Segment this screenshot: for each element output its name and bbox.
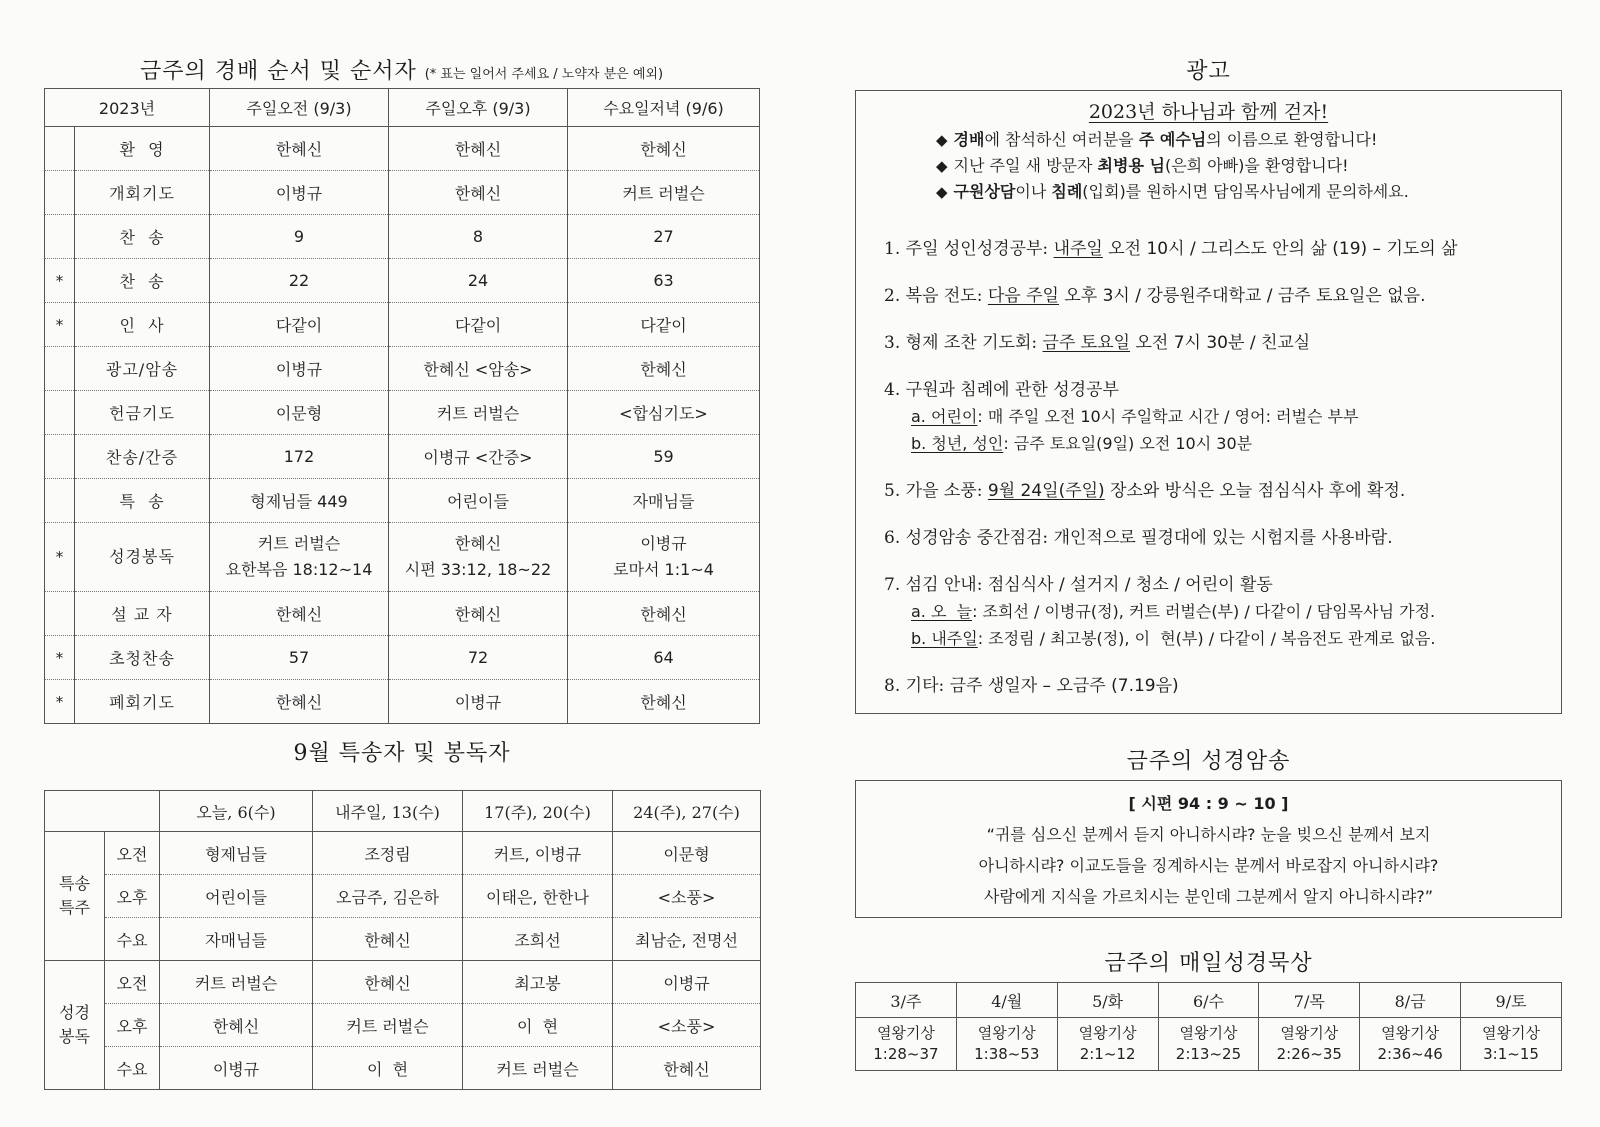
role-cell: 폐회기도 (75, 680, 210, 724)
table-row (45, 680, 760, 724)
cell: 한혜신 (568, 592, 760, 636)
cell: 57 (210, 636, 389, 680)
scripture-ref: 요한복음 18:12~14 (225, 560, 373, 579)
reader-name: 한혜신 (454, 534, 502, 553)
cell: 이병규 (210, 347, 389, 391)
reader-name: 커트 러벌슨 (257, 534, 341, 553)
cell (389, 523, 568, 592)
september-schedule-table (44, 790, 761, 1090)
stand-marker (45, 347, 75, 391)
reading-cell: 열왕기상 1:28~37 (856, 1018, 957, 1071)
reading-cell: 열왕기상 3:1~15 (1461, 1018, 1562, 1071)
role-cell: 성경봉독 (75, 523, 210, 592)
stand-marker: * (45, 303, 75, 347)
cell: 다같이 (568, 303, 760, 347)
role-cell: 초청찬송 (75, 636, 210, 680)
cell: 이병규 <간증> (389, 435, 568, 479)
stand-marker: * (45, 523, 75, 592)
cell: 최남순, 전명선 (613, 918, 761, 961)
cell: 한혜신 (210, 127, 389, 171)
cell: 한혜신 (568, 347, 760, 391)
cell: 72 (389, 636, 568, 680)
column-header (45, 791, 160, 832)
day-header: 8/금 (1360, 983, 1461, 1018)
verse-line: “귀를 심으신 분께서 듣지 아니하시랴? 눈을 빚으신 분께서 보지 (986, 825, 1431, 844)
worship-order-table (44, 88, 760, 724)
column-header: 주일오전 (9/3) (210, 89, 389, 127)
day-header: 4/월 (956, 983, 1057, 1018)
table-row (45, 1004, 761, 1047)
day-header: 3/주 (856, 983, 957, 1018)
announcements-title: 광고 (1186, 59, 1231, 84)
stand-marker: * (45, 259, 75, 303)
cell: 커트 러벌슨 (568, 171, 760, 215)
table-row (45, 961, 761, 1004)
stand-marker (45, 171, 75, 215)
role-cell: 특 송 (75, 479, 210, 523)
stand-marker (45, 215, 75, 259)
day-header: 5/화 (1057, 983, 1158, 1018)
verse-line: 아니하시랴? 이교도들을 징계하시는 분께서 바로잡지 아니하시랴? (978, 856, 1439, 875)
verse-line: 사람에게 지식을 가르치시는 분인데 그분께서 알지 아니하시랴?” (983, 887, 1434, 906)
table-row (45, 918, 761, 961)
verse-reference: [ 시편 94 : 9 ~ 10 ] (1128, 794, 1289, 813)
slot-label: 오후 (105, 875, 160, 918)
reading-cell: 열왕기상 2:26~35 (1259, 1018, 1360, 1071)
cell: 형제님들 449 (210, 479, 389, 523)
cell: 다같이 (210, 303, 389, 347)
cell: 커트, 이병규 (463, 832, 613, 875)
column-header: 내주일, 13(수) (313, 791, 463, 832)
column-header: 주일오후 (9/3) (389, 89, 568, 127)
announcement-item: 3. 형제 조찬 기도회: 금주 토요일 오전 7시 30분 / 친교실 (884, 333, 1311, 353)
reader-name: 이병규 (640, 534, 687, 553)
announcements-box (855, 90, 1562, 714)
memory-verse-box (855, 780, 1562, 918)
cell: 한혜신 (160, 1004, 313, 1047)
memory-verse-title: 금주의 성경암송 (1126, 749, 1291, 774)
cell: 24 (389, 259, 568, 303)
table-row (45, 347, 760, 391)
announcement-item: 1. 주일 성인성경공부: 내주일 오전 10시 / 그리스도 안의 삶 (19) – 기도의 삶 (884, 239, 1458, 259)
slot-label: 오후 (105, 1004, 160, 1047)
reading-cell: 열왕기상 2:13~25 (1158, 1018, 1259, 1071)
diamond-bullet-icon: ◆ (936, 131, 948, 149)
table-row (45, 523, 760, 592)
slot-label: 수요 (105, 918, 160, 961)
day-header: 9/토 (1461, 983, 1562, 1018)
reading-cell: 열왕기상 2:36~46 (1360, 1018, 1461, 1071)
table-header-row (45, 791, 761, 832)
role-cell: 찬 송 (75, 259, 210, 303)
table-row (45, 127, 760, 171)
cell: <합심기도> (568, 391, 760, 435)
stand-marker: * (45, 680, 75, 724)
table-row (45, 479, 760, 523)
role-cell: 광고/암송 (75, 347, 210, 391)
role-cell: 인 사 (75, 303, 210, 347)
stand-marker (45, 127, 75, 171)
role-cell: 개회기도 (75, 171, 210, 215)
column-header: 24(주), 27(수) (613, 791, 761, 832)
cell: 자매님들 (160, 918, 313, 961)
table-row (45, 875, 761, 918)
worship-order-note: (* 표는 일어서 주세요 / 노약자 분은 예외) (424, 67, 664, 82)
announcement-subitem: b. 내주일: 조정림 / 최고봉(정), 이 현(부) / 다같이 / 복음전도 관계로 없음. (911, 629, 1436, 648)
table-row (45, 303, 760, 347)
cell: <소풍> (613, 1004, 761, 1047)
cell: 커트 러벌슨 (160, 961, 313, 1004)
column-header: 2023년 (45, 89, 210, 127)
cell: 커트 러벌슨 (463, 1047, 613, 1090)
cell: 한혜신 (613, 1047, 761, 1090)
stand-marker: * (45, 636, 75, 680)
cell: 172 (210, 435, 389, 479)
cell: 어린이들 (389, 479, 568, 523)
announcement-subitem: a. 오 늘: 조희선 / 이병규(정), 커트 러벌슨(부) / 다같이 / 담임목사님 가정. (911, 602, 1436, 621)
cell: 이문형 (613, 832, 761, 875)
day-header: 6/수 (1158, 983, 1259, 1018)
cell: 63 (568, 259, 760, 303)
role-cell: 헌금기도 (75, 391, 210, 435)
announcement-subitem: a. 어린이: 매 주일 오전 10시 주일학교 시간 / 영어: 러벌슨 부부 (911, 407, 1359, 426)
cell: 이문형 (210, 391, 389, 435)
announcement-item: 5. 가을 소풍: 9월 24일(주일) 장소와 방식은 오늘 점심식사 후에 확정. (884, 481, 1406, 501)
cell: 최고봉 (463, 961, 613, 1004)
group-label-scripture-reading: 성경 봉독 (45, 961, 105, 1090)
announcements-headline: 2023년 하나님과 함께 걷자! (1088, 101, 1329, 123)
cell: 커트 러벌슨 (389, 391, 568, 435)
cell: 22 (210, 259, 389, 303)
cell: 형제님들 (160, 832, 313, 875)
cell (210, 523, 389, 592)
september-schedule-title: 9월 특송자 및 봉독자 (293, 741, 511, 766)
role-cell: 환 영 (75, 127, 210, 171)
cell: 59 (568, 435, 760, 479)
cell (568, 523, 760, 592)
cell: 한혜신 <암송> (389, 347, 568, 391)
reading-cell: 열왕기상 1:38~53 (956, 1018, 1057, 1071)
table-row (45, 1047, 761, 1090)
diamond-bullet-icon: ◆ (936, 157, 948, 175)
announcement-item: 2. 복음 전도: 다음 주일 오후 3시 / 강릉원주대학교 / 금주 토요일은 없음. (884, 286, 1426, 306)
cell: 커트 러벌슨 (313, 1004, 463, 1047)
role-cell: 찬송/간증 (75, 435, 210, 479)
slot-label: 오전 (105, 832, 160, 875)
cell: 한혜신 (389, 171, 568, 215)
cell: 64 (568, 636, 760, 680)
cell: 이병규 (160, 1047, 313, 1090)
welcome-line: ◆ 지난 주일 새 방문자 최병용 님(은희 아빠)을 환영합니다! (936, 156, 1349, 175)
cell: 조희선 (463, 918, 613, 961)
welcome-line: ◆ 경배에 참석하신 여러분을 주 예수님의 이름으로 환영합니다! (936, 130, 1378, 149)
cell: 조정림 (313, 832, 463, 875)
table-row (45, 832, 761, 875)
role-cell: 설 교 자 (75, 592, 210, 636)
cell: 8 (389, 215, 568, 259)
cell: 오금주, 김은하 (313, 875, 463, 918)
column-header: 수요일저녁 (9/6) (568, 89, 760, 127)
cell: 9 (210, 215, 389, 259)
cell: 한혜신 (313, 961, 463, 1004)
stand-marker (45, 592, 75, 636)
announcement-item: 6. 성경암송 중간점검: 개인적으로 필경대에 있는 시험지를 사용바람. (884, 528, 1393, 548)
role-cell: 찬 송 (75, 215, 210, 259)
slot-label: 수요 (105, 1047, 160, 1090)
table-header-row (856, 983, 1562, 1018)
scripture-ref: 시편 33:12, 18~22 (404, 560, 552, 579)
table-row (45, 592, 760, 636)
table-row (45, 259, 760, 303)
stand-marker (45, 479, 75, 523)
cell: 이병규 (613, 961, 761, 1004)
cell: 자매님들 (568, 479, 760, 523)
daily-reading-table (855, 982, 1562, 1071)
announcement-subitem: b. 청년, 성인: 금주 토요일(9일) 오전 10시 30분 (911, 434, 1253, 453)
cell: 이태은, 한한나 (463, 875, 613, 918)
cell: 다같이 (389, 303, 568, 347)
scripture-ref: 로마서 1:1~4 (613, 560, 714, 579)
table-header-row (45, 89, 760, 127)
daily-reading-title: 금주의 매일성경묵상 (1104, 951, 1313, 976)
table-row (45, 435, 760, 479)
column-header: 17(주), 20(수) (463, 791, 613, 832)
announcement-item: 7. 섬김 안내: 점심식사 / 설거지 / 청소 / 어린이 활동 (884, 575, 1273, 595)
stand-marker (45, 435, 75, 479)
table-row (45, 215, 760, 259)
cell: 한혜신 (210, 680, 389, 724)
cell: 한혜신 (389, 592, 568, 636)
cell: 한혜신 (389, 127, 568, 171)
diamond-bullet-icon: ◆ (936, 183, 948, 201)
stand-marker (45, 391, 75, 435)
cell: 한혜신 (568, 127, 760, 171)
cell: 이 현 (313, 1047, 463, 1090)
cell: 어린이들 (160, 875, 313, 918)
day-header: 7/목 (1259, 983, 1360, 1018)
table-row (45, 636, 760, 680)
reading-cell: 열왕기상 2:1~12 (1057, 1018, 1158, 1071)
cell: 이병규 (389, 680, 568, 724)
announcement-item: 4. 구원과 침례에 관한 성경공부 (884, 380, 1119, 400)
column-header: 오늘, 6(수) (160, 791, 313, 832)
welcome-line: ◆ 구원상담이나 침례(입회)를 원하시면 담임목사님에게 문의하세요. (936, 182, 1409, 201)
table-row (45, 391, 760, 435)
cell: 이 현 (463, 1004, 613, 1047)
slot-label: 오전 (105, 961, 160, 1004)
worship-order-title: 금주의 경배 순서 및 순서자 (* 표는 일어서 주세요 / 노약자 분은 예외) (139, 59, 664, 84)
group-label-special-music: 특송 특주 (45, 832, 105, 961)
cell: 이병규 (210, 171, 389, 215)
cell: 한혜신 (210, 592, 389, 636)
table-row (45, 171, 760, 215)
cell: <소풍> (613, 875, 761, 918)
cell: 한혜신 (568, 680, 760, 724)
cell: 27 (568, 215, 760, 259)
announcement-item: 8. 기타: 금주 생일자 – 오금주 (7.19음) (884, 676, 1179, 696)
cell: 한혜신 (313, 918, 463, 961)
table-row (856, 1018, 1562, 1071)
